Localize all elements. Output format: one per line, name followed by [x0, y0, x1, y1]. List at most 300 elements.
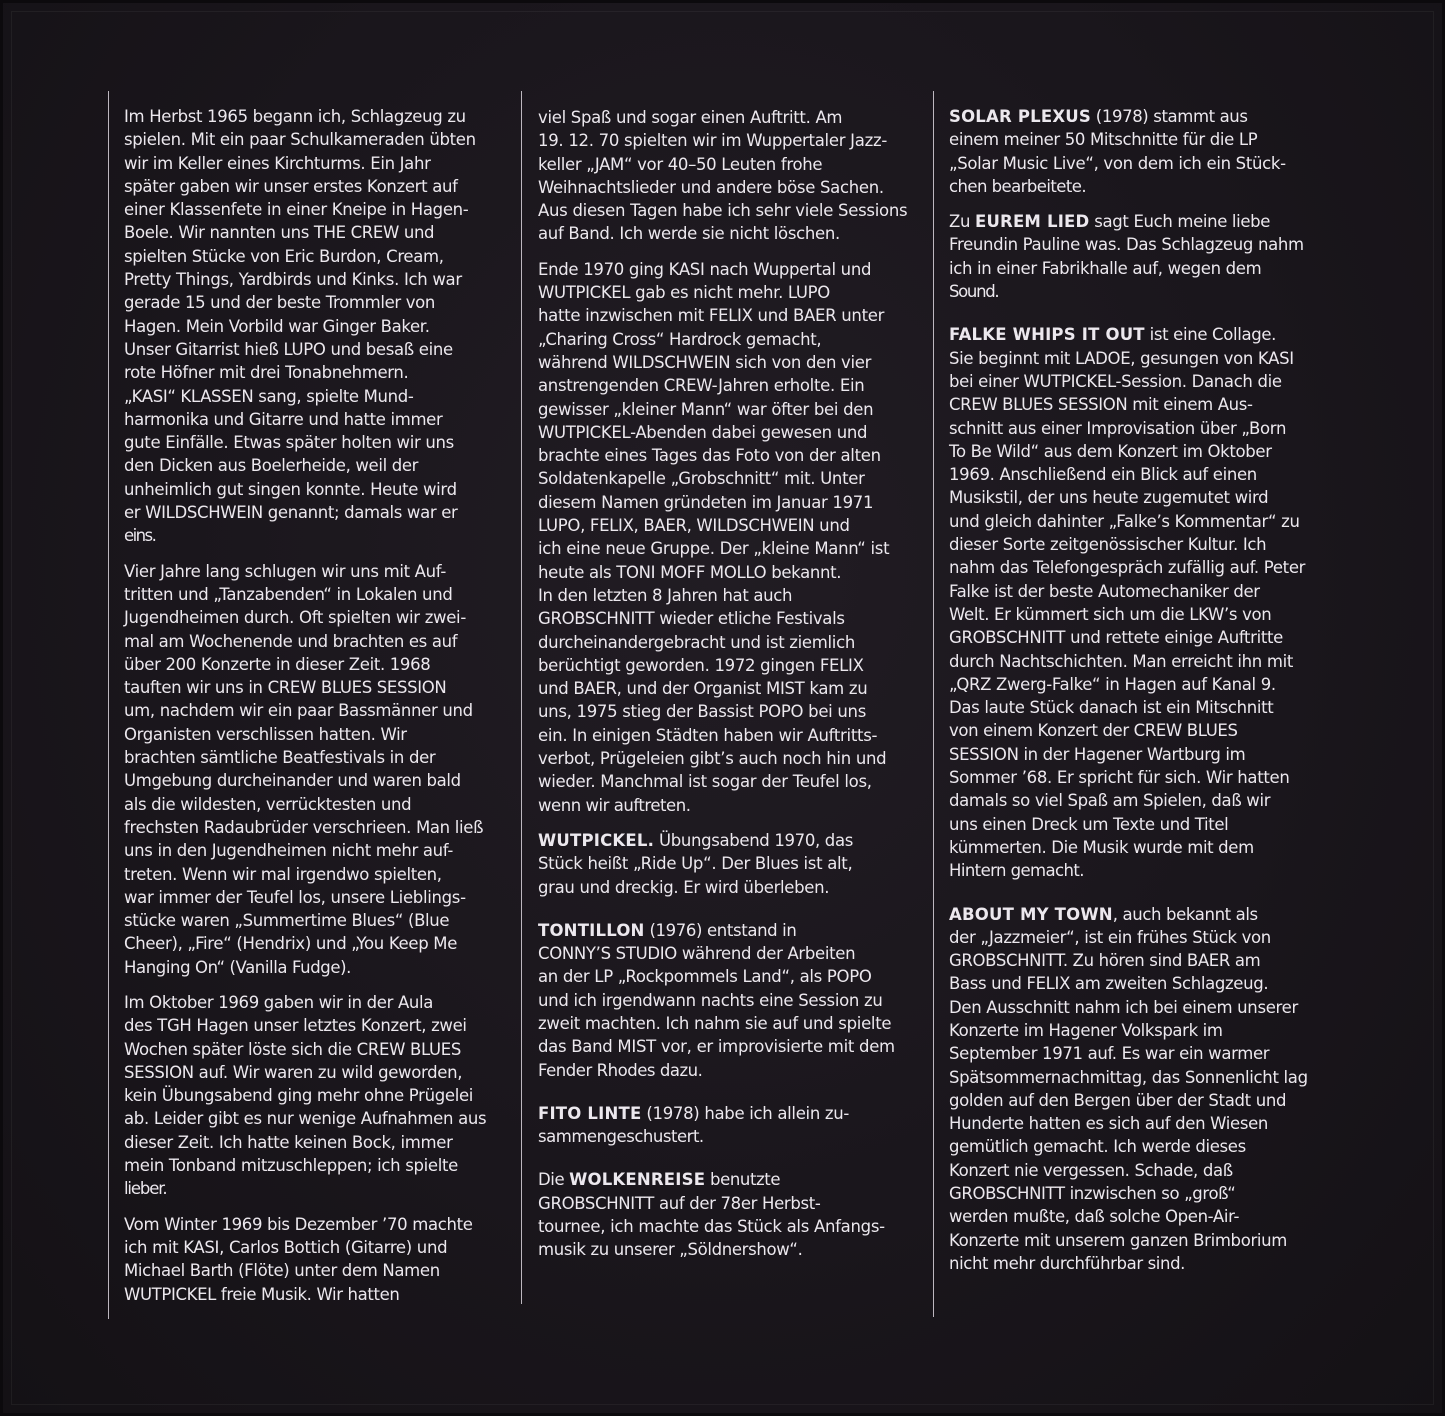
text-run: nahm das Telefongespräch zufällig auf. Peter [949, 558, 1306, 578]
text-line [124, 268, 513, 291]
paragraph [538, 258, 917, 817]
text-run: musik zu unserer „Söldnershow“. [538, 1240, 803, 1260]
text-run: Soldatenkapelle „Grobschnitt“ mit. Unter [538, 469, 865, 489]
text-run: wir im Keller eines Kirchturms. Ein Jahr [124, 153, 431, 173]
text-run: das Band MIST vor, er improvisierte mit dem [538, 1037, 895, 1057]
text-line [124, 105, 513, 128]
text-run: SESSION auf. Wir waren zu wild geworden, [124, 1062, 463, 1082]
text-line [949, 417, 1339, 440]
text-line [949, 1066, 1339, 1089]
text-line [949, 1089, 1339, 1112]
paragraph [124, 1213, 513, 1306]
text-run: und BAER, und der Organist MIST kam zu [538, 679, 868, 699]
text-line [124, 956, 513, 979]
text-line [949, 556, 1339, 579]
text-run: Fender Rhodes dazu. [538, 1060, 703, 1080]
song-title: FALKE WHIPS IT OUT [949, 325, 1145, 345]
text-run: und gleich dahinter „Falke’s Kommentar“ zu [949, 511, 1300, 531]
text-line [949, 175, 1339, 198]
text-line [538, 747, 917, 770]
text-run: Freundin Pauline was. Das Schlagzeug nahm [949, 235, 1304, 255]
text-line [124, 1177, 513, 1200]
paragraph [538, 919, 917, 1082]
text-line [949, 1252, 1339, 1275]
text-line [538, 607, 917, 630]
text-run: Aus diesen Tagen habe ich sehr viele Sessions [538, 201, 908, 221]
text-line [538, 1059, 917, 1082]
text-line [124, 431, 513, 454]
text-line [538, 176, 917, 199]
text-line [538, 1035, 917, 1058]
text-run: der „Jazzmeier“, ist ein frühes Stück von [949, 927, 1271, 947]
text-run: auf Band. Ich werde sie nicht löschen. [538, 224, 840, 244]
text-line [949, 903, 1339, 926]
text-line [124, 909, 513, 932]
text-run: ich mit KASI, Carlos Bottich (Gitarre) und [124, 1237, 448, 1257]
text-line [124, 839, 513, 862]
text-line [538, 1012, 917, 1035]
text-run: wenn wir auftreten. [538, 795, 691, 815]
text-line [124, 991, 513, 1014]
text-line [124, 221, 513, 244]
text-run: Wochen später löste sich die CREW BLUES [124, 1039, 461, 1059]
text-line [124, 676, 513, 699]
paragraph [949, 105, 1339, 198]
text-line [538, 1125, 917, 1148]
text-run: Das laute Stück danach ist ein Mitschnitt [949, 698, 1274, 718]
text-run: Hanging On“ (Vanilla Fudge). [124, 957, 351, 977]
text-run: tauften wir uns in CREW BLUES SESSION [124, 678, 447, 698]
text-line [949, 719, 1339, 742]
text-run: gemütlich gemacht. Ich werde dieses [949, 1137, 1246, 1157]
paragraph [949, 323, 1339, 882]
text-line [538, 421, 917, 444]
text-line [538, 919, 917, 942]
text-line [538, 258, 917, 281]
text-line [949, 105, 1339, 128]
text-run: des TGH Hagen unser letztes Konzert, zwei [124, 1016, 467, 1036]
text-run: GROBSCHNITT wieder etliche Festivals [538, 609, 845, 629]
text-run: sammengeschustert. [538, 1127, 704, 1147]
text-run: „Solar Music Live“, von dem ich ein Stück- [949, 153, 1286, 173]
text-run: „QRZ Zwerg-Falke“ in Hagen auf Kanal 9. [949, 674, 1276, 694]
text-line [949, 766, 1339, 789]
text-run: dieser Sorte zeitgenössischer Kultur. Ich [949, 535, 1267, 555]
text-line [949, 603, 1339, 626]
text-line [124, 361, 513, 384]
text-line [949, 347, 1339, 370]
text-run: LUPO, FELIX, BAER, WILDSCHWEIN und [538, 516, 850, 536]
text-run: ein. In einigen Städten haben wir Auftritts- [538, 725, 878, 745]
text-line [538, 537, 917, 560]
text-run: Stück heißt „Ride Up“. Der Blues ist alt, [538, 854, 853, 874]
text-run: SESSION in der Hagener Wartburg im [949, 744, 1246, 764]
text-run: grau und dreckig. Er wird überleben. [538, 877, 830, 897]
text-line [949, 1112, 1339, 1135]
text-run: Im Herbst 1965 begann ich, Schlagzeug zu [124, 107, 466, 126]
text-line [538, 965, 917, 988]
text-run: golden auf den Bergen über der Stadt und [949, 1090, 1287, 1110]
text-run: um, nachdem wir ein paar Bassmänner und [124, 701, 473, 721]
text-run: Konzerte im Hagener Volkspark im [949, 1020, 1223, 1040]
text-line [124, 863, 513, 886]
text-line [949, 1229, 1339, 1252]
text-run: damals so viel Spaß am Spielen, daß wir [949, 791, 1271, 811]
text-run: Organisten verschlissen hatten. Wir [124, 724, 407, 744]
song-title: WUTPICKEL. [538, 830, 655, 850]
text-run: 19. 12. 70 spielten wir im Wuppertaler Jazz- [538, 131, 887, 151]
text-line [538, 328, 917, 351]
text-line [949, 836, 1339, 859]
text-run: „Charing Cross“ Hardrock gemacht, [538, 329, 822, 349]
text-line [949, 233, 1339, 256]
text-line [949, 280, 1339, 303]
text-line [124, 128, 513, 151]
paragraph [949, 903, 1339, 1276]
text-run: diesem Namen gründeten im Januar 1971 [538, 492, 874, 512]
text-line [124, 524, 513, 547]
text-run: anstrengenden CREW-Jahren erholte. Ein [538, 376, 865, 396]
text-line [124, 606, 513, 629]
text-line [538, 942, 917, 965]
text-run: Ende 1970 ging KASI nach Wuppertal und [538, 259, 872, 279]
text-run: Hagen. Mein Vorbild war Ginger Baker. [124, 316, 430, 336]
text-run: unheimlich gut singen konnte. Heute wird [124, 479, 457, 499]
text-line [949, 440, 1339, 463]
text-line [124, 746, 513, 769]
text-run: Musikstil, der uns heute zugemutet wird [949, 488, 1269, 508]
text-line [538, 351, 917, 374]
text-line [538, 153, 917, 176]
text-line [949, 1159, 1339, 1182]
text-run: CONNY’S STUDIO während der Arbeiten [538, 944, 856, 964]
text-run: durcheinandergebracht und ist ziemlich [538, 632, 855, 652]
text-run: hatte inzwischen mit FELIX und BAER unter [538, 306, 885, 326]
text-run: rote Höfner mit drei Tonabnehmern. [124, 363, 409, 383]
text-line [124, 315, 513, 338]
text-run: nicht mehr durchführbar sind. [949, 1253, 1186, 1273]
text-run: (1978) habe ich allein zu- [641, 1103, 850, 1123]
text-run: Hintern gemacht. [949, 861, 1084, 881]
text-line [538, 106, 917, 129]
text-run: berüchtigt geworden. 1972 gingen FELIX [538, 655, 864, 675]
text-run: als die wildesten, verrücktesten und [124, 794, 412, 814]
text-line [124, 699, 513, 722]
text-run: treten. Wenn wir mal irgendwo spielten, [124, 864, 442, 884]
text-line [124, 1283, 513, 1306]
text-line [124, 1154, 513, 1177]
text-line [538, 1192, 917, 1215]
text-line [538, 304, 917, 327]
text-run: und ich irgendwann nachts eine Session zu [538, 990, 883, 1010]
text-run: Vom Winter 1969 bis Dezember ’70 machte [124, 1214, 473, 1234]
text-run: ich in einer Fabrikhalle auf, wegen dem [949, 258, 1262, 278]
text-line [124, 723, 513, 746]
text-line [949, 972, 1339, 995]
text-line [124, 1213, 513, 1236]
text-line [124, 478, 513, 501]
text-column-1 [108, 91, 513, 1319]
text-line [949, 486, 1339, 509]
text-line [538, 491, 917, 514]
text-run: , auch bekannt als [1112, 904, 1258, 924]
text-line [124, 175, 513, 198]
text-run: uns, 1975 stieg der Bassist POPO bei uns [538, 702, 867, 722]
text-line [949, 370, 1339, 393]
text-line [124, 245, 513, 268]
text-run: lieber. [124, 1179, 167, 1199]
text-run: Boele. Wir nannten uns THE CREW und [124, 223, 435, 243]
text-run: Im Oktober 1969 gaben wir in der Aula [124, 992, 434, 1012]
text-line [538, 1215, 917, 1238]
text-line [124, 1131, 513, 1154]
text-run: Hunderte hatten es sich auf den Wiesen [949, 1114, 1269, 1134]
paragraph [124, 560, 513, 979]
text-run: 1969. Anschließend ein Blick auf einen [949, 465, 1257, 485]
text-run: Bass und FELIX am zweiten Schlagzeug. [949, 974, 1269, 994]
text-run: einer Klassenfete in einer Kneipe in Hagen- [124, 200, 469, 220]
song-title: SOLAR PLEXUS [949, 107, 1091, 126]
text-line [949, 393, 1339, 416]
text-run: Michael Barth (Flöte) unter dem Namen [124, 1261, 440, 1281]
text-line [124, 408, 513, 431]
text-line [949, 1182, 1339, 1205]
text-run: kein Übungsabend ging mehr ohne Prügelei [124, 1086, 474, 1106]
text-run: an der LP „Rockpommels Land“, als POPO [538, 967, 872, 987]
text-run: GROBSCHNITT auf der 78er Herbst- [538, 1193, 821, 1213]
text-run: heute als TONI MOFF MOLLO bekannt. [538, 562, 842, 582]
song-title: ABOUT MY TOWN [949, 904, 1113, 924]
text-run: dieser Zeit. Ich hatte keinen Bock, immer [124, 1132, 453, 1152]
text-line [538, 1168, 917, 1191]
text-line [124, 932, 513, 955]
text-run: mein Tonband mitzuschleppen; ich spielte [124, 1156, 458, 1176]
text-run: ist eine Collage. [1144, 325, 1277, 345]
text-run: uns in den Jugendheimen nicht mehr auf- [124, 841, 453, 861]
text-run: Die [538, 1170, 570, 1190]
text-line [949, 1042, 1339, 1065]
paragraph [124, 105, 513, 548]
text-line [949, 949, 1339, 972]
text-run: war immer der Teufel los, unsere Lieblings- [124, 887, 466, 907]
text-line [538, 1102, 917, 1125]
text-run: schnitt aus einer Improvisation über „Born [949, 418, 1287, 438]
text-line [538, 794, 917, 817]
text-line [124, 1236, 513, 1259]
text-line [949, 128, 1339, 151]
text-line [949, 743, 1339, 766]
text-line [538, 724, 917, 747]
text-line [538, 222, 917, 245]
text-column-2 [521, 91, 917, 1304]
text-run: Falke ist der beste Automechaniker der [949, 581, 1260, 601]
text-line [124, 630, 513, 653]
text-run: tournee, ich machte das Stück als Anfangs- [538, 1217, 885, 1237]
text-line [124, 560, 513, 583]
text-run: stücke waren „Summertime Blues“ (Blue [124, 911, 450, 931]
text-run: eins. [124, 526, 156, 546]
text-line [124, 816, 513, 839]
text-run: Cheer), „Fire“ (Hendrix) und „You Keep Me [124, 934, 458, 954]
text-run: spielten Stücke von Eric Burdon, Cream, [124, 246, 444, 266]
text-run: gute Einfälle. Etwas später holten wir uns [124, 433, 454, 453]
text-line [949, 1205, 1339, 1228]
text-run: kümmerten. Die Musik wurde mit dem [949, 837, 1254, 857]
text-run: einem meiner 50 Mitschnitte für die LP [949, 130, 1258, 150]
text-line [949, 1019, 1339, 1042]
text-run: In den letzten 8 Jahren hat auch [538, 585, 793, 605]
text-line [949, 996, 1339, 1019]
text-run: Unser Gitarrist hieß LUPO und besaß eine [124, 339, 453, 359]
text-line [949, 152, 1339, 175]
text-line [949, 789, 1339, 812]
text-run: zweit machten. Ich nahm sie auf und spielte [538, 1013, 892, 1033]
text-run: Umgebung durcheinander und waren bald [124, 771, 461, 791]
text-run: den Dicken aus Boelerheide, weil der [124, 456, 419, 476]
paragraph [538, 106, 917, 246]
text-run: Weihnachtslieder und andere böse Sachen. [538, 177, 884, 197]
text-run: Konzerte mit unserem ganzen Brimborium [949, 1230, 1288, 1250]
text-line [538, 677, 917, 700]
text-line [949, 580, 1339, 603]
text-run: uns einen Dreck um Texte und Titel [949, 814, 1229, 834]
text-line [124, 1061, 513, 1084]
text-column-3 [933, 91, 1339, 1317]
text-line [124, 385, 513, 408]
text-line [538, 770, 917, 793]
text-line [949, 650, 1339, 673]
text-line [124, 1107, 513, 1130]
text-run: über 200 Konzerte in dieser Zeit. 1968 [124, 654, 431, 674]
text-line [538, 281, 917, 304]
paragraph [538, 1102, 917, 1149]
text-run: Sommer ’68. Er spricht für sich. Wir hatten [949, 768, 1290, 788]
text-run: WUTPICKEL-Abenden dabei gewesen und [538, 422, 868, 442]
text-run: er WILDSCHWEIN genannt; damals war er [124, 503, 458, 523]
text-line [124, 583, 513, 606]
paragraph [538, 829, 917, 899]
text-line [124, 1259, 513, 1282]
text-run: Sie beginnt mit LADOE, gesungen von KASI [949, 348, 1294, 368]
text-run: „KASI“ KLASSEN sang, spielte Mund- [124, 386, 414, 406]
text-run: werden mußte, daß solche Open-Air- [949, 1207, 1240, 1227]
text-run: Welt. Er kümmert sich um die LKW’s von [949, 604, 1272, 624]
text-line [124, 1014, 513, 1037]
text-line [538, 444, 917, 467]
text-run: (1978) stammt aus [1090, 107, 1248, 126]
text-line [949, 257, 1339, 280]
text-line [124, 152, 513, 175]
text-line [949, 210, 1339, 233]
text-run: gewisser „kleiner Mann“ war öfter bei den [538, 399, 874, 419]
text-run: Pretty Things, Yardbirds und Kinks. Ich war [124, 270, 462, 290]
text-run: Sound. [949, 282, 999, 302]
text-run: wieder. Manchmal ist sogar der Teufel los, [538, 772, 872, 792]
text-run: WUTPICKEL freie Musik. Wir hatten [124, 1284, 400, 1304]
text-line [124, 338, 513, 361]
text-run: ab. Leider gibt es nur wenige Aufnahmen aus [124, 1109, 487, 1129]
text-run: WUTPICKEL gab es nicht mehr. LUPO [538, 283, 830, 303]
text-line [124, 1038, 513, 1061]
paragraph [124, 991, 513, 1201]
text-run: GROBSCHNITT und rettete einige Auftritte [949, 628, 1283, 648]
text-line [538, 852, 917, 875]
text-line [949, 510, 1339, 533]
paragraph [538, 1168, 917, 1261]
text-run: brachte eines Tages das Foto von der alten [538, 446, 881, 466]
text-run: tritten und „Tanzabenden“ in Lokalen und [124, 584, 453, 604]
song-title: FITO LINTE [538, 1103, 642, 1123]
text-run: Jugendheimen durch. Oft spielten wir zwei- [124, 608, 466, 628]
text-line [538, 561, 917, 584]
text-run: CREW BLUES SESSION mit einem Aus- [949, 395, 1253, 415]
paragraph [949, 210, 1339, 303]
text-run: Konzert nie vergessen. Schade, daß [949, 1160, 1233, 1180]
text-line [949, 323, 1339, 346]
text-line [124, 769, 513, 792]
text-line [538, 129, 917, 152]
text-run: GROBSCHNITT inzwischen so „groß“ [949, 1184, 1236, 1204]
text-run: harmonika und Gitarre und hatte immer [124, 409, 443, 429]
text-line [538, 374, 917, 397]
text-run: September 1971 auf. Es war ein warmer [949, 1044, 1270, 1064]
text-run: bei einer WUTPICKEL-Session. Danach die [949, 371, 1282, 391]
song-title: TONTILLON [538, 920, 645, 940]
text-line [949, 813, 1339, 836]
text-run: sagt Euch meine liebe [1089, 212, 1271, 232]
text-line [949, 696, 1339, 719]
text-line [538, 199, 917, 222]
text-line [124, 501, 513, 524]
text-line [538, 654, 917, 677]
text-run: ich eine neue Gruppe. Der „kleine Mann“ ist [538, 539, 890, 559]
text-run: GROBSCHNITT. Zu hören sind BAER am [949, 951, 1261, 971]
text-run: durch Nachtschichten. Man erreicht ihn mit [949, 651, 1294, 671]
text-line [538, 829, 917, 852]
text-line [538, 514, 917, 537]
text-run: Übungsabend 1970, das [654, 830, 853, 850]
text-run: brachten sämtliche Beatfestivals in der [124, 748, 436, 768]
text-line [538, 631, 917, 654]
text-line [538, 876, 917, 899]
text-run: Zu [949, 212, 975, 232]
text-run: verbot, Prügeleien gibt’s auch noch hin und [538, 749, 887, 769]
text-run: Spätsommernachmittag, das Sonnenlicht lag [949, 1067, 1308, 1087]
text-line [124, 291, 513, 314]
text-run: keller „JAM“ vor 40–50 Leuten frohe [538, 154, 823, 174]
text-line [949, 463, 1339, 486]
text-line [124, 793, 513, 816]
song-title: WOLKENREISE [569, 1170, 706, 1190]
text-line [124, 886, 513, 909]
text-line [124, 653, 513, 676]
text-run: viel Spaß und sogar einen Auftritt. Am [538, 108, 843, 127]
text-line [124, 454, 513, 477]
text-line [949, 626, 1339, 649]
text-run: (1976) entstand in [644, 920, 797, 940]
text-run: gerade 15 und der beste Trommler von [124, 293, 436, 313]
text-line [124, 1084, 513, 1107]
text-run: frechsten Radaubrüder verschrieen. Man ließ [124, 817, 484, 837]
text-run: To Be Wild“ aus dem Konzert im Oktober [949, 441, 1272, 461]
song-title: EUREM LIED [974, 212, 1090, 232]
text-run: spielen. Mit ein paar Schulkameraden übten [124, 130, 476, 150]
text-run: während WILDSCHWEIN sich von den vier [538, 352, 872, 372]
text-run: später gaben wir unser erstes Konzert auf [124, 176, 458, 196]
text-line [949, 1135, 1339, 1158]
text-line [538, 700, 917, 723]
text-line [538, 398, 917, 421]
